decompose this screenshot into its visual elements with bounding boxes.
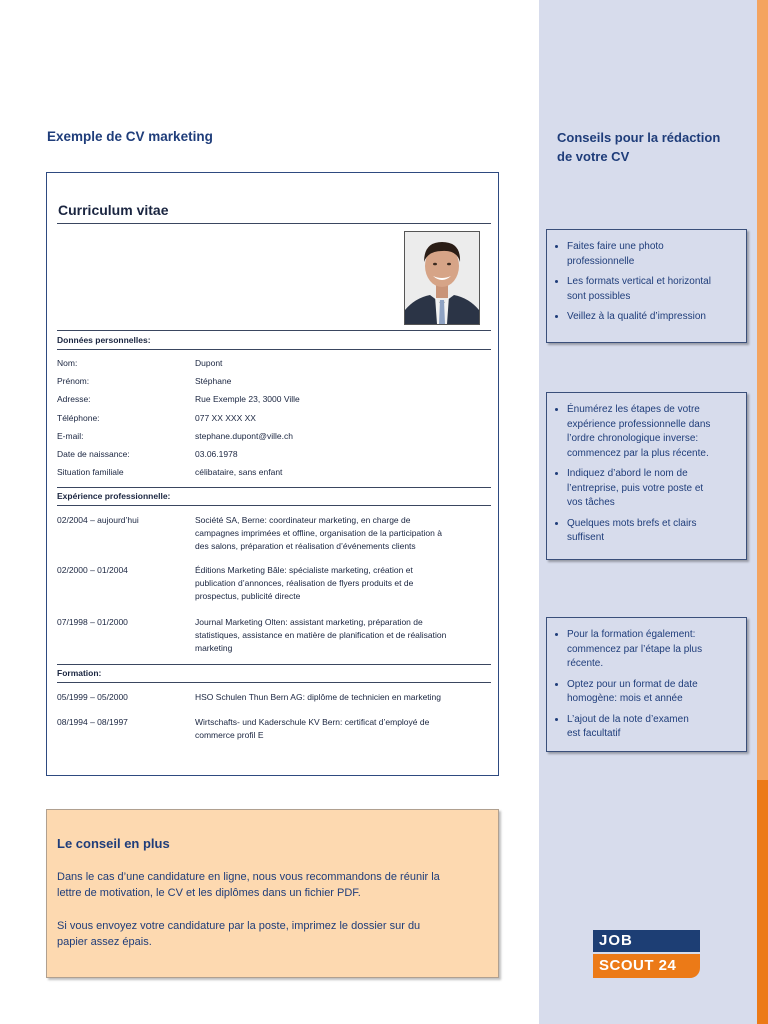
advice-line: professionnelle [567,255,635,267]
personal-value: célibataire, sans enfant [195,467,283,478]
personal-section-title: Données personnelles: [57,335,151,345]
cv-heading: Curriculum vitae [58,202,169,218]
advice-line: vos tâches [567,497,615,508]
logo-line1: JOB [593,930,700,952]
advice-line: • Optez pour un format de date [567,678,698,690]
experience-line: publication d’annonces, réalisation de flyers produits et de [195,578,414,588]
advice-line: • Les formats vertical et horizontal [567,276,711,287]
advice-line: récente. [567,658,604,669]
advice-box-photo [546,229,747,343]
sidebar-title-line: Conseils pour la rédaction [557,130,721,145]
experience-section-title: Expérience professionnelle: [57,491,171,501]
experience-line: Journal Marketing Olten: assistant marketing, préparation de [195,617,423,627]
personal-value: stephane.dupont@ville.ch [195,430,293,441]
advice-item [567,517,740,546]
advice-line: expérience professionnelle dans [567,418,711,430]
experience-line: Société SA, Berne: coordinateur marketing, en charge de [195,515,411,525]
advice-box-education [546,617,747,752]
experience-line: des salons, préparation et réalisation d’événements clients [195,541,416,551]
divider [57,664,491,665]
person-photo-icon [404,231,480,325]
advice-line: commencez par l’étape la plus [567,643,703,655]
divider [57,682,491,683]
education-period: 08/1994 – 08/1997 [57,717,128,727]
divider [57,349,491,350]
advice-item [567,678,740,707]
advice-line: • Quelques mots brefs et clairs [567,517,697,529]
divider [57,330,491,331]
education-section-title: Formation: [57,668,102,678]
tip-line: Si vous envoyez votre candidature par la poste, imprimez le dossier sur du [57,920,421,932]
tip-line: Dans le cas d’une candidature en ligne, nous vous recommandons de réunir la [57,871,440,883]
personal-value: 077 XX XXX XX [195,412,256,423]
tip-paragraph [57,918,493,950]
education-line: HSO Schulen Thun Bern AG: diplôme de technicien en marketing [195,692,442,702]
experience-line: marketing [195,643,233,653]
personal-label: Prénom: [57,376,90,387]
experience-period: 02/2000 – 01/2004 [57,565,128,575]
personal-label: Nom: [57,358,78,368]
education-line: Wirtschafts- und Kaderschule KV Bern: certificat d’employé de [195,717,430,727]
orange-edge-strip-dark [757,780,768,1024]
experience-description [195,514,495,553]
personal-label: Situation familiale [57,467,124,478]
advice-item [567,467,740,511]
advice-item [567,275,740,304]
personal-label: Téléphone: [57,412,100,423]
advice-line: l’ordre chronologique inverse: [567,433,699,444]
education-period: 05/1999 – 05/2000 [57,692,128,702]
logo-line2: SCOUT 24 [593,954,700,978]
advice-line: • Faites faire une photo [567,241,664,252]
advice-line: commencez par la plus récente. [567,447,709,459]
personal-value: Dupont [195,358,223,368]
advice-line: • L’ajout de la note d’examen [567,713,689,725]
advice-line: suffisent [567,532,605,543]
tip-paragraph [57,869,493,901]
sidebar-title-line: de votre CV [557,149,630,164]
tip-title: Le conseil en plus [57,836,170,851]
personal-label: Date de naissance: [57,449,130,459]
education-line: commerce profil E [195,730,264,740]
advice-item [567,403,740,461]
education-description [195,691,495,704]
advice-line: • Veillez à la qualité d’impression [567,311,706,322]
experience-line: prospectus, publicité directe [195,591,301,601]
education-description [195,716,495,742]
personal-value: Stéphane [195,376,232,387]
advice-line: sont possibles [567,290,631,302]
advice-item [567,310,740,325]
experience-line: campagnes imprimées et offline, organisation de la participation à [195,528,442,538]
advice-item [567,713,740,742]
tip-line: papier assez épais. [57,936,152,948]
sidebar-title [557,128,752,166]
personal-value: 03.06.1978 [195,449,238,459]
personal-label: Adresse: [57,394,91,405]
experience-line: Éditions Marketing Bâle: spécialiste marketing, création et [195,565,413,575]
advice-box-experience [546,392,747,560]
orange-edge-strip [757,0,768,1024]
experience-period: 02/2004 – aujourd’hui [57,515,139,525]
advice-line: • Indiquez d’abord le nom de [567,468,688,479]
experience-description [195,564,495,603]
experience-line: statistiques, assistance en matière de planification et de réalisation [195,630,447,640]
divider [57,487,491,488]
advice-line: • Pour la formation également: [567,629,696,640]
advice-item [567,628,740,672]
advice-item [567,240,740,269]
tip-line: lettre de motivation, le CV et les diplômes dans un fichier PDF. [57,887,361,899]
experience-description [195,616,495,655]
divider [57,505,491,506]
tip-box [46,809,499,978]
advice-line: homogène: mois et année [567,693,683,704]
experience-period: 07/1998 – 01/2000 [57,617,128,627]
page-title: Exemple de CV marketing [47,129,213,144]
personal-value: Rue Exemple 23, 3000 Ville [195,394,300,405]
cv-document [46,172,499,776]
jobscout24-logo [593,930,700,978]
divider [57,223,491,224]
advice-line: est facultatif [567,728,621,739]
advice-line: • Énumérez les étapes de votre [567,404,700,415]
personal-label: E-mail: [57,430,84,441]
advice-line: l’entreprise, puis votre poste et [567,482,704,494]
